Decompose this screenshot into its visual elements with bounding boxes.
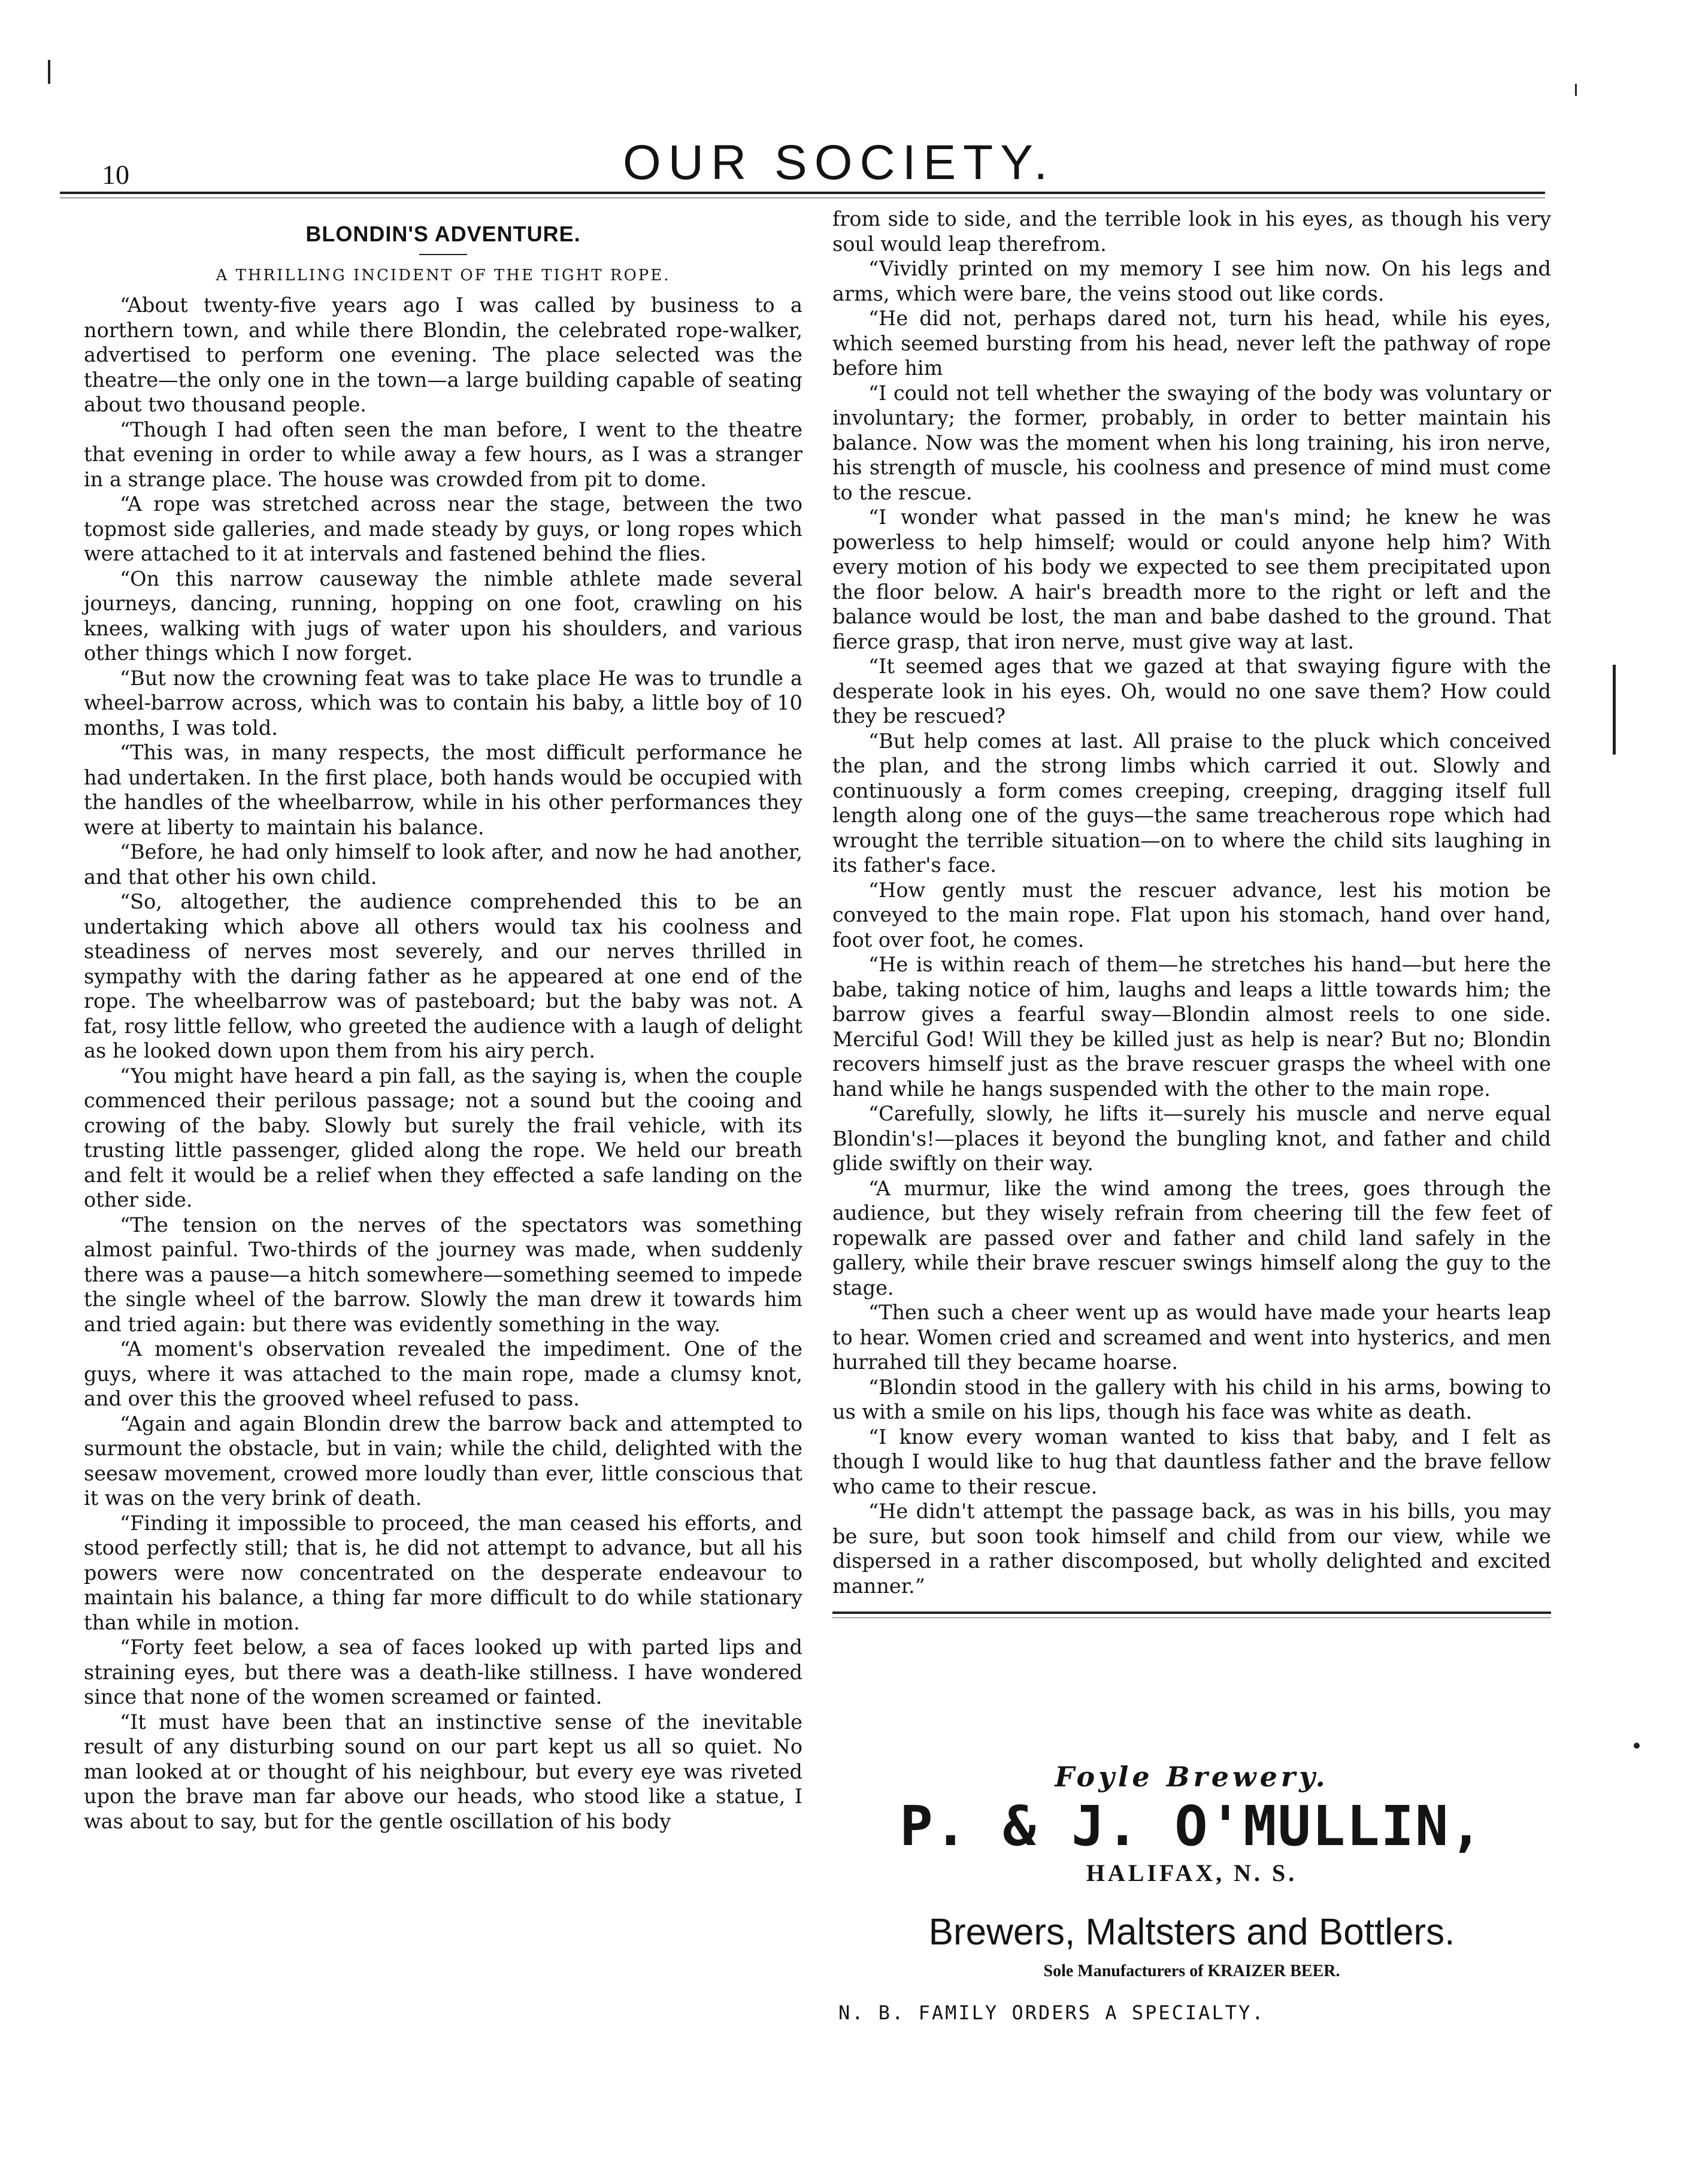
scan-mark bbox=[1613, 665, 1616, 755]
article-column-left bbox=[84, 207, 802, 1834]
scan-mark bbox=[1634, 1743, 1640, 1749]
firm-tagline: Brewers, Maltsters and Bottlers. bbox=[928, 1912, 1455, 1953]
article-paragraph: “It must have been that an instinctive sense of the inevitable result of any disturbing sound on our part kept us all so quiet. No man looked at or thought of his neighbour, but every eye was riveted upon the brave man far above our heads, who stood like a statue, I was about to say, but for the gentle oscillation of his body bbox=[84, 1710, 802, 1833]
article-subtitle: A THRILLING INCIDENT OF THE TIGHT ROPE. bbox=[216, 266, 671, 284]
article-paragraph: from side to side, and the terrible look in his eyes, as though his very soul would leap therefrom. bbox=[832, 207, 1551, 256]
page-number: 10 bbox=[102, 159, 129, 190]
title-divider bbox=[419, 254, 467, 255]
article-paragraph: “Vividly printed on my memory I see him now. On his legs and arms, which were bare, the veins stood out like cords. bbox=[832, 257, 1551, 305]
brewery-name: Foyle Brewery. bbox=[1055, 1761, 1329, 1793]
article-paragraph: “He did not, perhaps dared not, turn his head, while his eyes, which seemed bursting from his head, never left the pathway of rope before him bbox=[832, 307, 1551, 380]
article-paragraph: “Then such a cheer went up as would have made your hearts leap to hear. Women cried and screamed and went into hysterics, and men hurrahed till they became hoarse. bbox=[832, 1301, 1551, 1374]
family-orders-note: N. B. FAMILY ORDERS A SPECIALTY. bbox=[838, 2001, 1265, 2024]
article-paragraph: “He is within reach of them—he stretches his hand—but here the babe, taking notice of him, laughs and leaps a little towards him; the barrow gives a fearful sway—Blondin almost reels to one side. Merciful God! Will they be killed just as help is near? But no; Blondin recovers himself just as the brave rescuer grasps the wheel with one hand while he hangs suspended with the other to the main rope. bbox=[832, 953, 1551, 1101]
article-paragraph: “How gently must the rescuer advance, lest his motion be conveyed to the main rope. Flat upon his stomach, hand over hand, foot over foot, he comes. bbox=[832, 878, 1551, 952]
firm-name: P. & J. O'MULLIN, bbox=[899, 1794, 1484, 1858]
article-paragraph: “He didn't attempt the passage back, as was in his bills, you may be sure, but soon took himself and child from our view, while we dispersed in a rather discomposed, but wholly delighted and excited manner.” bbox=[832, 1500, 1551, 1598]
brewery-advertisement bbox=[832, 1761, 1551, 2024]
page-header bbox=[60, 135, 1545, 195]
article-paragraph: “Forty feet below, a sea of faces looked up with parted lips and straining eyes, but there was a death-like stillness. I have wondered since that none of the women screamed or fainted. bbox=[84, 1635, 802, 1709]
article-paragraph: “So, altogether, the audience comprehended this to be an undertaking which above all others would tax his coolness and steadiness of nerves most severely, and our nerves thrilled in sympathy with the daring father as he appeared at one end of the rope. The wheelbarrow was of pasteboard; but the baby was not. A fat, rosy little fellow, who greeted the audience with a laugh of delight as he looked down upon them from his airy perch. bbox=[84, 890, 802, 1062]
scan-mark bbox=[48, 60, 50, 84]
article-paragraph: “Again and again Blondin drew the barrow back and attempted to surmount the obstacle, but in vain; while the child, delighted with the seesaw movement, crowed more loudly than ever, little conscious that it was on the very brink of death. bbox=[84, 1411, 802, 1510]
article-end-rule-thin bbox=[832, 1617, 1551, 1618]
article-paragraph: “I wonder what passed in the man's mind; he knew he was powerless to help himself; would or could anyone help him? With every motion of his body we expected to see them precipitated upon the floor below. A hair's breadth more to the right or left and the balance would be lost, the man and babe dashed to the ground. That fierce grasp, that iron nerve, must give way at last. bbox=[832, 505, 1551, 653]
article-paragraph: “But now the crowning feat was to take place He was to trundle a wheel-barrow across, which was to contain his baby, a little boy of 10 months, I was told. bbox=[84, 666, 802, 740]
scan-mark bbox=[1575, 84, 1577, 96]
article-paragraph: “This was, in many respects, the most difficult performance he had undertaken. In the first place, both hands would be occupied with the handles of the wheelbarrow, while in his other performances they were at liberty to maintain his balance. bbox=[84, 741, 802, 839]
firm-location: HALIFAX, N. S. bbox=[1086, 1859, 1298, 1886]
header-rule bbox=[60, 192, 1545, 194]
article-paragraph: “A murmur, like the wind among the trees, goes through the audience, but they wisely refrain from cheering till the few feet of ropewalk are passed over and father and child land safely in the gallery, while their brave rescuer swings himself along the guy to the stage. bbox=[832, 1176, 1551, 1300]
article-end-rule bbox=[832, 1612, 1551, 1614]
article-paragraph: “About twenty-five years ago I was called by business to a northern town, and while there Blondin, the celebrated rope-walker, advertised to perform one evening. The place selected was the theatre—the only one in the town—a large building capable of seating about two thousand people. bbox=[84, 293, 802, 416]
article-paragraph: “You might have heard a pin fall, as the saying is, when the couple commenced their perilous passage; not a sound but the cooing and crowing of the baby. Slowly but surely the frail vehicle, with its trusting little passenger, glided along the rope. We held our breath and felt it would be a relief when they effected a safe landing on the other side. bbox=[84, 1064, 802, 1211]
article-paragraph: “I know every woman wanted to kiss that baby, and I felt as though I would like to hug that dauntless father and the brave fellow who came to their rescue. bbox=[832, 1425, 1551, 1498]
article-paragraph: “A moment's observation revealed the impediment. One of the guys, where it was attached to the main rope, made a clumsy knot, and over this the grooved wheel refused to pass. bbox=[84, 1337, 802, 1410]
article-title: BLONDIN'S ADVENTURE. bbox=[305, 222, 581, 246]
article-paragraph: “A rope was stretched across near the stage, between the two topmost side galleries, and made steady by guys, or long ropes which were attached to it at intervals and fastened behind the flies. bbox=[84, 492, 802, 565]
article-column-right bbox=[832, 207, 1551, 1618]
article-paragraph: “On this narrow causeway the nimble athlete made several journeys, dancing, running, hopping on one foot, crawling on his knees, walking with jugs of water upon his shoulders, and various other things which I now forget. bbox=[84, 567, 802, 665]
masthead: OUR SOCIETY. bbox=[623, 135, 1055, 190]
sole-manufacturers-line: Sole Manufacturers of KRAIZER BEER. bbox=[1043, 1962, 1340, 1980]
article-paragraph: “Before, he had only himself to look after, and now he had another, and that other his own child. bbox=[84, 840, 802, 889]
article-paragraph: “Finding it impossible to proceed, the man ceased his efforts, and stood perfectly still; that is, he did not attempt to advance, but all his powers were now concentrated on the desperate endeavour to maintain his balance, a thing far more difficult to do while stationary than while in motion. bbox=[84, 1511, 802, 1634]
article-paragraph: “The tension on the nerves of the spectators was something almost painful. Two-thirds of the journey was made, when suddenly there was a pause—a hitch somewhere—something seemed to impede the single wheel of the barrow. Slowly the man drew it towards him and tried again: but there was evidently something in the way. bbox=[84, 1213, 802, 1336]
article-paragraph: “Blondin stood in the gallery with his child in his arms, bowing to us with a smile on his lips, though his face was white as death. bbox=[832, 1375, 1551, 1423]
article-paragraph: “It seemed ages that we gazed at that swaying figure with the desperate look in his eyes. Oh, would no one save them? How could they be rescued? bbox=[832, 655, 1551, 728]
article-paragraph: “But help comes at last. All praise to the pluck which conceived the plan, and the strong limbs which carried it out. Slowly and continuously a form comes creeping, creeping, dragging itself full length along one of the guys—the same treacherous rope which had wrought the terrible situation—on to where the child sits laughing in its father's face. bbox=[832, 729, 1551, 877]
article-paragraph: “I could not tell whether the swaying of the body was voluntary or involuntary; the former, probably, in order to better maintain his balance. Now was the moment when his long training, his iron nerve, his strength of muscle, his coolness and presence of mind must come to the rescue. bbox=[832, 381, 1551, 504]
article-paragraph: “Though I had often seen the man before, I went to the theatre that evening in order to while away a few hours, as I was a stranger in a strange place. The house was crowded from pit to dome. bbox=[84, 417, 802, 491]
article-paragraph: “Carefully, slowly, he lifts it—surely his muscle and nerve equal Blondin's!—places it beyond the bungling knot, and father and child glide swiftly on their way. bbox=[832, 1102, 1551, 1175]
